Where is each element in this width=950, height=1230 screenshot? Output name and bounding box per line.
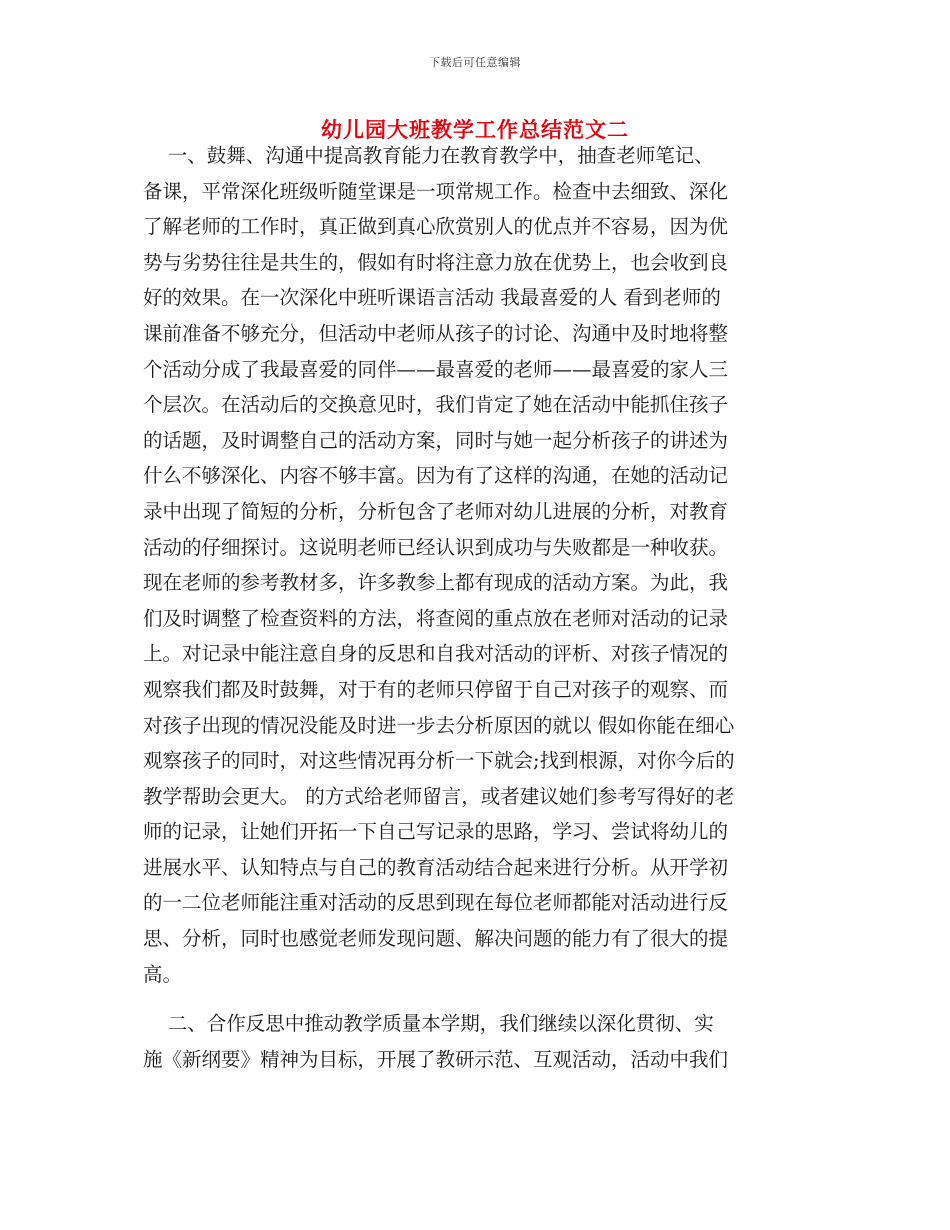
text-line: 个活动分成了我最喜爱的同伴——最喜爱的老师——最喜爱的家人三	[143, 357, 729, 381]
text-line: 的一二位老师能注重对活动的反思到现在每位老师都能对活动进行反	[143, 891, 729, 915]
text-line: 好的效果。在一次深化中班听课语言活动 我最喜爱的人 看到老师的	[143, 286, 721, 310]
text-line: 思、分析，同时也感觉老师发现问题、解决问题的能力有了很大的提	[143, 927, 729, 951]
text-line: 教学帮助会更大。 的方式给老师留言，或者建议她们参考写得好的老	[143, 784, 735, 808]
text-line: 个层次。在活动后的交换意见时，我们肯定了她在活动中能抓住孩子	[143, 393, 729, 417]
text-line: 师的记录，让她们开拓一下自己写记录的思路，学习、尝试将幼儿的	[143, 820, 729, 844]
text-line: 活动的仔细探讨。这说明老师已经认识到成功与失败都是一种收获。	[143, 535, 729, 559]
text-line: 了解老师的工作时，真正做到真心欣赏别人的优点并不容易，因为优	[143, 215, 729, 239]
text-line: 一、鼓舞、沟通中提高教育能力在教育教学中，抽查老师笔记、	[143, 144, 714, 167]
text-line: 备课，平常深化班级听随堂课是一项常规工作。检查中去细致、深化	[143, 179, 729, 203]
text-line: 的话题，及时调整自己的活动方案，同时与她一起分析孩子的讲述为	[143, 428, 729, 452]
text-line: 进展水平、认知特点与自己的教育活动结合起来进行分析。从开学初	[143, 855, 729, 879]
text-line: 高。	[143, 962, 183, 986]
text-line: 对孩子出现的情况没能及时进一步去分析原因的就以 假如你能在细心	[143, 713, 735, 737]
document-title: 幼儿园大班教学工作总结范文二	[321, 117, 629, 142]
document-body	[143, 138, 805, 1077]
text-line: 观察我们都及时鼓舞，对于有的老师只停留于自己对孩子的观察、而	[143, 677, 729, 701]
text-line: 现在老师的参考教材多，许多教参上都有现成的活动方案。为此，我	[143, 571, 729, 595]
paragraph-2	[143, 1006, 805, 1077]
text-line: 观察孩子的同时，对这些情况再分析一下就会;找到根源，对你今后的	[143, 749, 735, 773]
text-line: 们及时调整了检查资料的方法，将查阅的重点放在老师对活动的记录	[143, 606, 729, 630]
text-line: 什么不够深化、内容不够丰富。因为有了这样的沟通，在她的活动记	[143, 464, 729, 488]
text-line: 课前准备不够充分，但活动中老师从孩子的讨论、沟通中及时地将整	[143, 321, 729, 345]
text-line: 上。对记录中能注意自身的反思和自我对活动的评析、对孩子情况的	[143, 642, 729, 666]
page-header: 下载后可任意编辑	[429, 56, 521, 69]
paragraph-gap	[143, 992, 805, 1006]
text-line: 录中出现了简短的分析，分析包含了老师对幼儿进展的分析，对教育	[143, 499, 729, 523]
text-line: 二、合作反思中推动教学质量本学期，我们继续以深化贯彻、实	[143, 1012, 714, 1036]
text-line: 势与劣势往往是共生的，假如有时将注意力放在优势上，也会收到良	[143, 250, 729, 274]
text-line: 施《新纲要》精神为目标，开展了教研示范、互观活动，活动中我们	[143, 1047, 729, 1071]
paragraph-1	[143, 138, 805, 992]
